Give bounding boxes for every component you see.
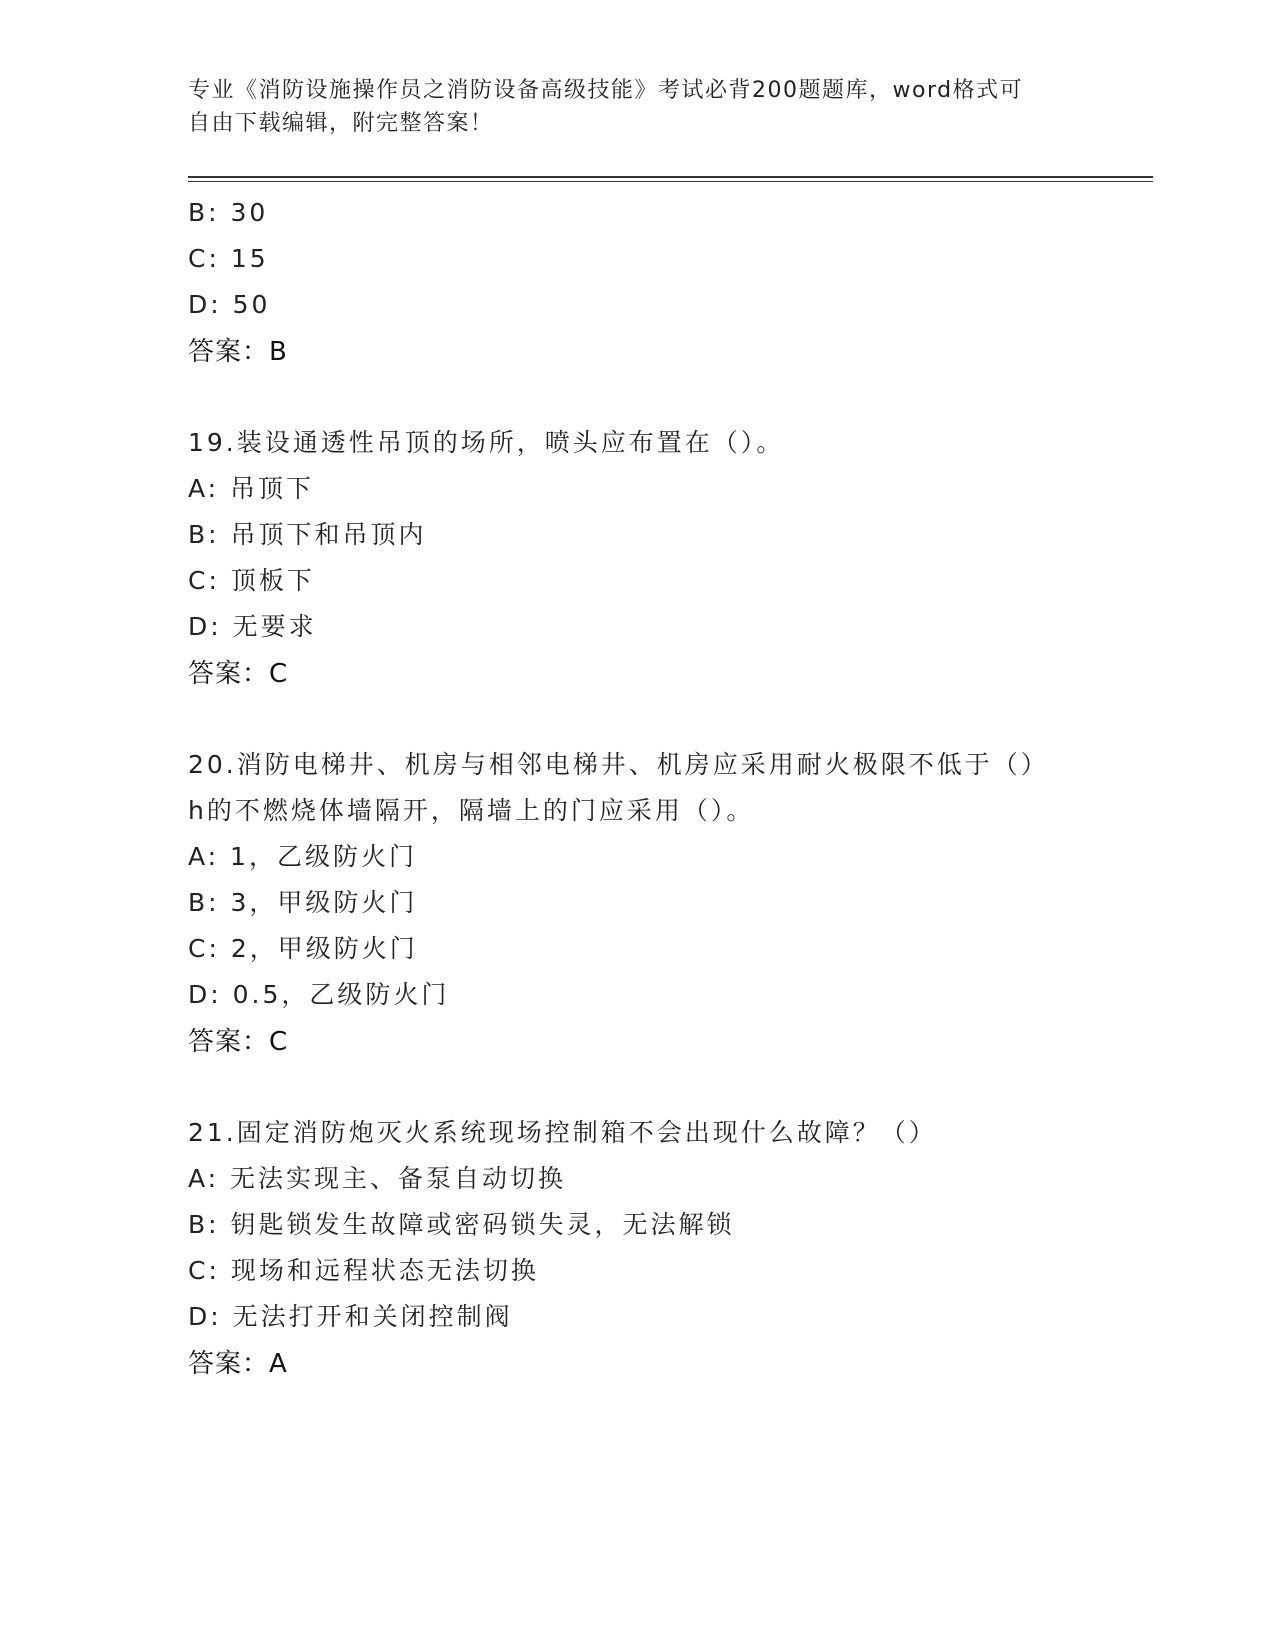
option-c: C: 现场和远程状态无法切换 xyxy=(188,1256,539,1285)
option-c: C: 顶板下 xyxy=(188,566,315,595)
option-d: D: 无法打开和关闭控制阀 xyxy=(188,1302,513,1331)
question-text-line-2: h的不燃烧体墙隔开，隔墙上的门应采用（）。 xyxy=(188,796,755,825)
question-text: 21.固定消防炮灭火系统现场控制箱不会出现什么故障？（） xyxy=(188,1118,937,1147)
option-a: A: 无法实现主、备泵自动切换 xyxy=(188,1164,567,1193)
question-list xyxy=(188,190,1088,1388)
option-b: B: 30 xyxy=(188,198,269,227)
option-a: A: 吊顶下 xyxy=(188,474,315,503)
option-d: D: 50 xyxy=(188,290,271,319)
answer: 答案：C xyxy=(188,659,289,689)
header-rule-thin xyxy=(188,181,1153,182)
question-21 xyxy=(188,1110,1088,1388)
header-rule-thick xyxy=(188,176,1153,178)
header-line-1: 专业《消防设施操作员之消防设备高级技能》考试必背200题题库，word格式可 xyxy=(188,78,1024,103)
option-b: B: 3，甲级防火门 xyxy=(188,888,418,917)
header-line-2: 自由下载编辑，附完整答案！ xyxy=(188,111,494,136)
option-b: B: 吊顶下和吊顶内 xyxy=(188,520,427,549)
question-text: 19.装设通透性吊顶的场所，喷头应布置在（）。 xyxy=(188,428,785,457)
option-a: A: 1，乙级防火门 xyxy=(188,842,417,871)
question-20 xyxy=(188,742,1088,1066)
option-d: D: 0.5，乙级防火门 xyxy=(188,980,450,1009)
question-18-tail xyxy=(188,190,1088,376)
option-d: D: 无要求 xyxy=(188,612,317,641)
question-19 xyxy=(188,420,1088,698)
option-b: B: 钥匙锁发生故障或密码锁失灵，无法解锁 xyxy=(188,1210,735,1239)
document-header xyxy=(188,74,1068,140)
question-text-line-1: 20.消防电梯井、机房与相邻电梯井、机房应采用耐火极限不低于（） xyxy=(188,750,1049,779)
option-c: C: 2，甲级防火门 xyxy=(188,934,418,963)
answer: 答案：B xyxy=(188,337,288,367)
option-c: C: 15 xyxy=(188,244,269,273)
answer: 答案：C xyxy=(188,1027,289,1057)
answer: 答案：A xyxy=(188,1349,288,1379)
